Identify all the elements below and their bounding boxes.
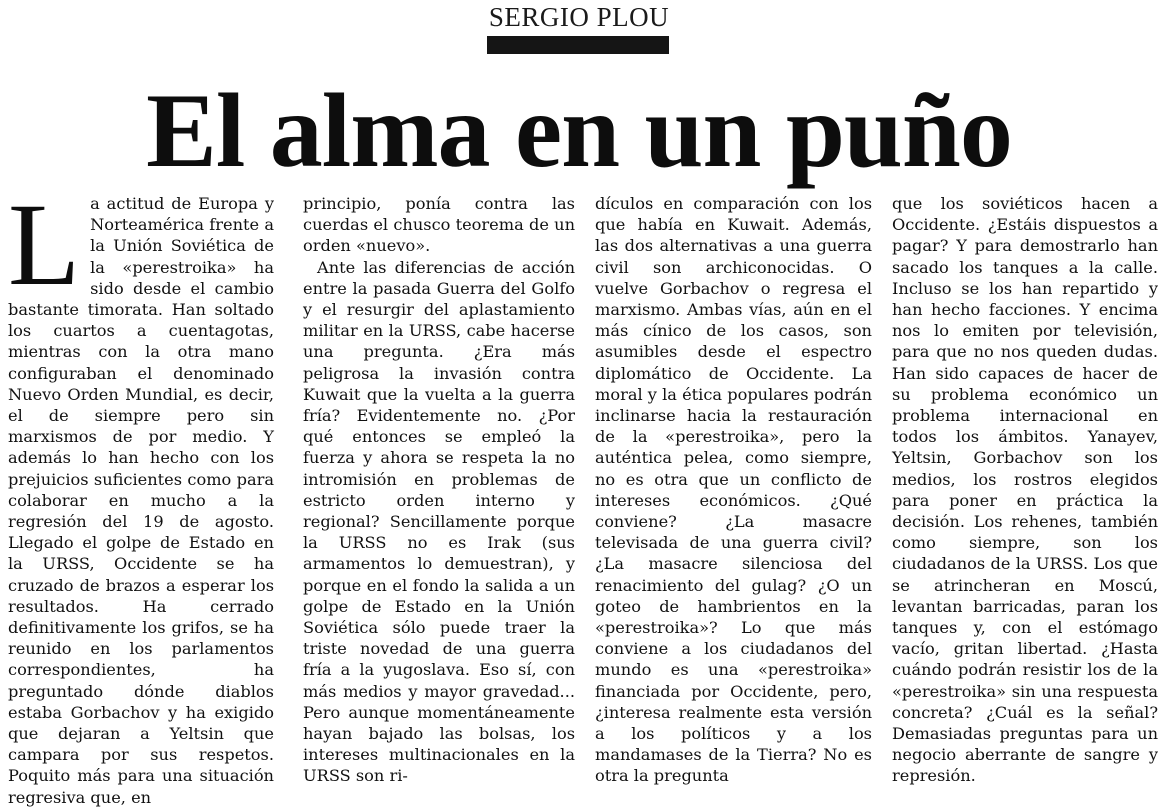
article-body [8, 179, 1158, 807]
paragraph: que los soviéticos hacen a Occidente. ¿Estáis dispuestos a pagar? Y para demostrarlo han sacado los tanques a la calle. Incluso se los han repartido y han hecho facciones. Y encima nos lo emiten por televisión, para que no nos queden dudas. Han sido capaces de hacer de su problema económico un problema internacional en todos los ámbitos. Yanayev, Yeltsin, Gorbachov son los medios, los rostros elegidos para poner en práctica la decisión. Los rehenes, también como siempre, son los ciudadanos de la URSS. Los que se atrincheran en Moscú, levantan barricadas, paran los tanques y, con el estómago vacío, gritan libertad. ¿Hasta cuándo podrán resistir los de la «perestroika» sin una respuesta concreta? ¿Cuál es la señal? Demasiadas preguntas para un negocio aberrante de sangre y represión. [892, 194, 1158, 786]
paragraph: Ante las diferencias de acción entre la pasada Guerra del Golfo y el resurgir del aplastamiento militar en la URSS, cabe hacerse una pregunta. ¿Era más peligrosa la invasión contra Kuwait que la vuelta a la guerra fría? Evidentemente no. ¿Por qué entonces se empleó la fuerza y ahora se respeta la no intromisión en problemas de estricto orden interno y regional? Sencillamente porque la URSS no es Irak (sus armamentos lo demuestran), y porque en el fondo la salida a un golpe de Estado en la Unión Soviética sólo puede traer la triste novedad de una guerra fría a la yugoslava. Eso sí, con más medios y mayor gravedad... Pero aunque momentáneamente hayan bajado las bolsas, los intereses multinacionales en la URSS son ri- [303, 257, 575, 786]
byline-rule [487, 36, 669, 54]
drop-cap: L [8, 179, 81, 310]
column-2 [303, 193, 575, 786]
paragraph: dículos en comparación con los que había en Kuwait. Además, las dos alternativas a una guerra civil son archiconocidas. O vuelve Gorbachov o regresa el marxismo. Ambas vías, aún en el más cínico de los casos, son asumibles desde el espectro diplomático de Occidente. La moral y la ética populares podrán inclinarse hacia la restauración de la «perestroika», pero la auténtica pelea, como siempre, no es otra que un conflicto de intereses económicos. ¿Qué conviene? ¿La masacre televisada de una guerra civil? ¿La masacre silenciosa del renacimiento del gulag? ¿O un goteo de hambrientos en la «perestroika»? Lo que más conviene a los ciudadanos del mundo es una «perestroika» financiada por Occidente, pero, ¿interesa realmente esta versión a los políticos y a los mandamases de la Tierra? No es otra la pregunta [595, 194, 872, 786]
byline: SERGIO PLOU [488, 2, 670, 32]
column-1 [8, 179, 274, 807]
column-4 [892, 193, 1158, 786]
column-3 [595, 193, 872, 786]
paragraph: principio, ponía contra las cuerdas el chusco teorema de un orden «nuevo». [303, 194, 575, 256]
paragraph: a actitud de Europa y Norteamérica frente a la Unión Soviética de la «perestroika» ha sido desde el cambio bastante timorata. Han soltado los cuartos a cuentagotas, mientras con la otra mano configuraban el denominado Nuevo Orden Mundial, es decir, el de siempre pero sin marxismos de por medio. Y además lo han hecho con los prejuicios suficientes como para colaborar en mucho a la regresión del 19 de agosto. Llegado el golpe de Estado en la URSS, Occidente se ha cruzado de brazos a esperar los resultados. Ha cerrado definitivamente los grifos, se ha reunido en los parlamentos correspondientes, ha preguntado dónde diablos estaba Gorbachov y ha exigido que dejaran a Yeltsin que campara por sus respetos. Poquito más para una situación regresiva que, en [8, 194, 274, 807]
headline: El alma en un puño [146, 72, 1012, 189]
